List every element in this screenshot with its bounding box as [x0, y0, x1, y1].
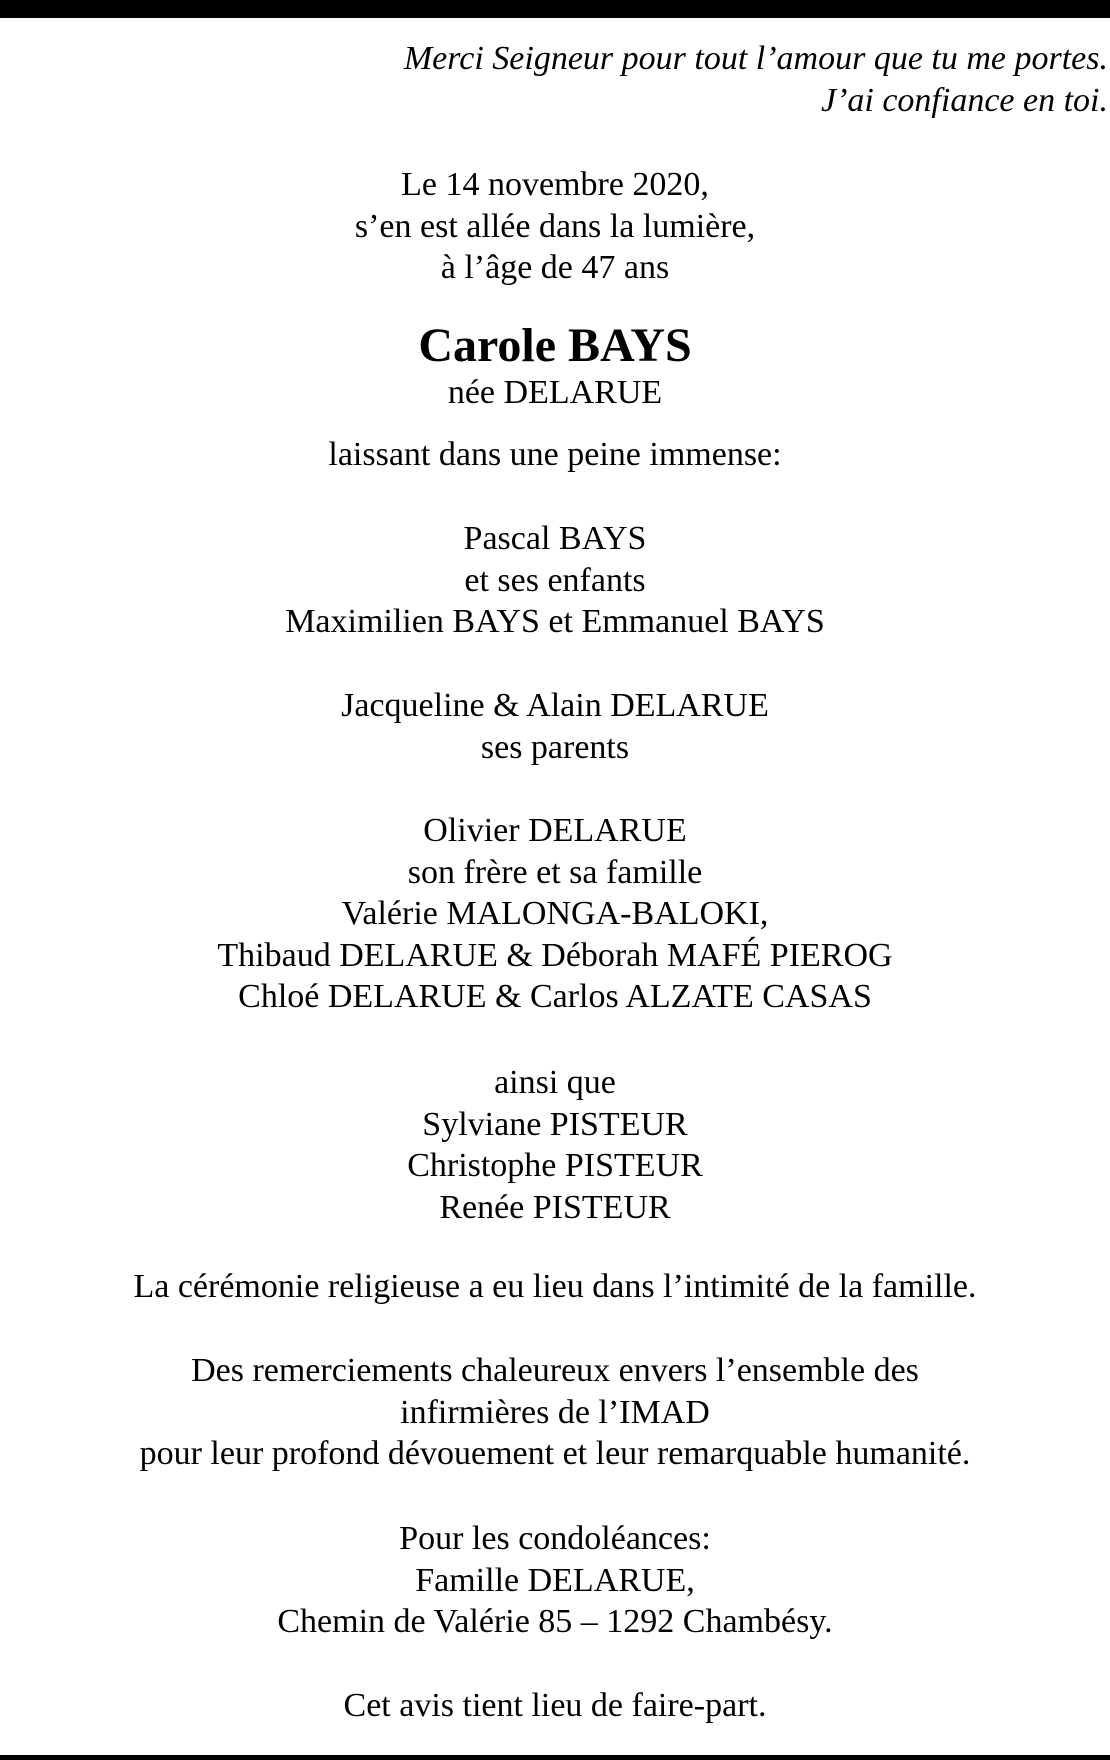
- brother-relation: son frère et sa famille: [407, 853, 703, 891]
- date-line: Le 14 novembre 2020,: [401, 166, 709, 203]
- condolences-heading: Pour les condoléances:: [399, 1520, 711, 1557]
- thanks-line-1: Des remerciements chaleureux envers l’ensemble des: [191, 1352, 919, 1389]
- bottom-rule: [0, 1755, 1110, 1760]
- age-line: à l’âge de 47 ans: [440, 249, 670, 286]
- deceased-block: [0, 318, 1110, 414]
- others-block: [0, 1062, 1110, 1228]
- brother-family-member: Chloé DELARUE & Carlos ALZATE CASAS: [238, 978, 872, 1015]
- intro: [0, 434, 1110, 476]
- other-name: Christophe PISTEUR: [407, 1147, 703, 1184]
- deceased-name: Carole BAYS: [418, 319, 692, 372]
- husband-name: Pascal BAYS: [463, 520, 647, 557]
- children-names: Maximilien BAYS et Emmanuel BAYS: [285, 603, 825, 640]
- thanks-line-3: pour leur profond dévouement et leur remarquable humanité.: [139, 1435, 971, 1472]
- brother-family-member: Thibaud DELARUE & Déborah MAFÉ PIEROG: [217, 936, 893, 974]
- husband-block: [0, 518, 1110, 643]
- brother-family-member: Valérie MALONGA-BALOKI,: [341, 895, 769, 932]
- passing-line: s’en est allée dans la lumière,: [354, 207, 756, 245]
- announcement: [0, 164, 1110, 289]
- parents-relation: ses parents: [480, 728, 630, 766]
- thanks-line-2: infirmières de l’IMAD: [400, 1393, 710, 1431]
- closing-line: Cet avis tient lieu de faire-part.: [343, 1687, 767, 1724]
- parents-block: [0, 685, 1110, 768]
- closing: [0, 1685, 1110, 1727]
- brother-block: [0, 810, 1110, 1018]
- epigraph-line-2: J’ai confiance en toi.: [820, 82, 1108, 119]
- other-name: Sylviane PISTEUR: [422, 1105, 688, 1143]
- brother-name: Olivier DELARUE: [423, 812, 687, 849]
- condolences-contact: Famille DELARUE,: [415, 1561, 695, 1599]
- condolences-block: [0, 1518, 1110, 1643]
- ceremony-line: La cérémonie religieuse a eu lieu dans l’intimité de la famille.: [133, 1268, 977, 1305]
- parents-names: Jacqueline & Alain DELARUE: [341, 687, 769, 724]
- thanks-block: [0, 1350, 1110, 1475]
- condolences-address: Chemin de Valérie 85 – 1292 Chambésy.: [277, 1603, 833, 1640]
- husband-relation: et ses enfants: [464, 561, 646, 599]
- ceremony: [0, 1266, 1110, 1308]
- maiden-name: née DELARUE: [447, 374, 663, 411]
- epigraph: [404, 38, 1108, 122]
- others-intro: ainsi que: [494, 1064, 616, 1101]
- epigraph-line-1: Merci Seigneur pour tout l’amour que tu me portes.: [403, 40, 1108, 77]
- other-name: Renée PISTEUR: [439, 1188, 671, 1226]
- intro-line: laissant dans une peine immense:: [328, 436, 782, 473]
